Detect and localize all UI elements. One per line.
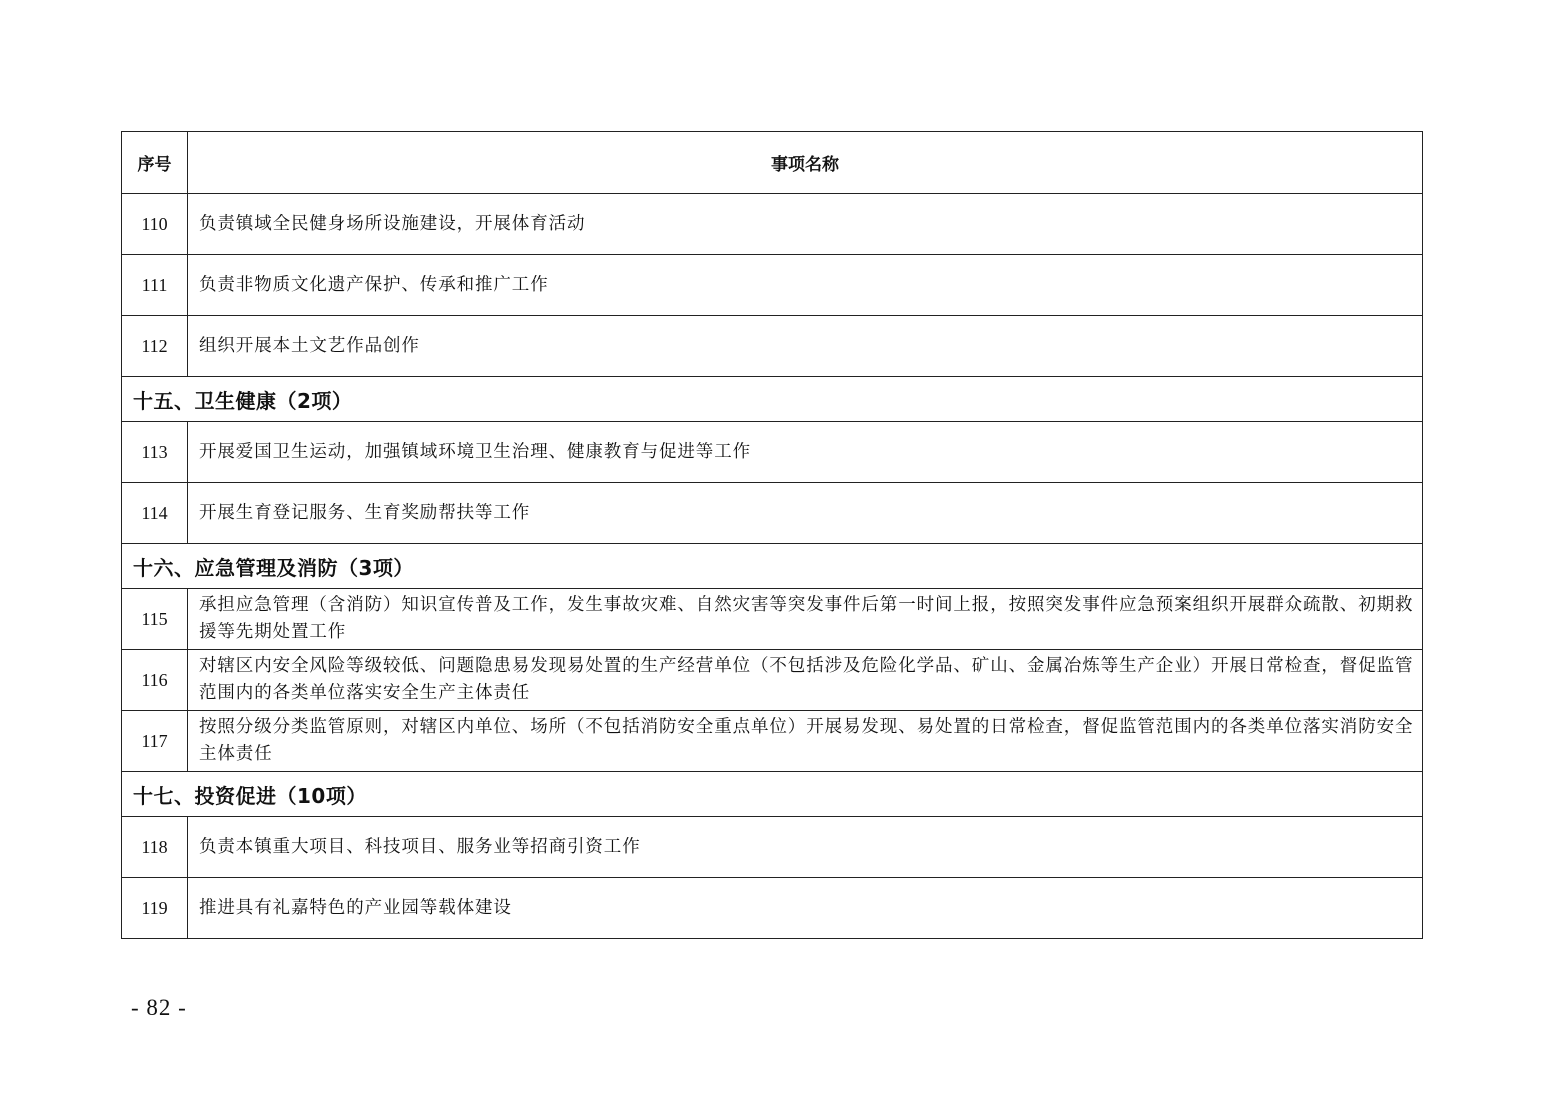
- table-row: [122, 711, 1423, 772]
- section-heading: 十五、卫生健康（2项）: [122, 377, 1423, 422]
- table-row: [122, 483, 1423, 544]
- row-text: 负责镇域全民健身场所设施建设，开展体育活动: [188, 194, 1423, 255]
- header-number: 序号: [122, 132, 188, 194]
- row-number: 117: [122, 711, 188, 772]
- row-number: 119: [122, 878, 188, 939]
- section-heading-row: [122, 377, 1423, 422]
- table-row: [122, 316, 1423, 377]
- row-text: 对辖区内安全风险等级较低、问题隐患易发现易处置的生产经营单位（不包括涉及危险化学品、矿山、金属冶炼等生产企业）开展日常检查，督促监管范围内的各类单位落实安全生产主体责任: [188, 650, 1423, 711]
- table-row: [122, 194, 1423, 255]
- row-text: 负责本镇重大项目、科技项目、服务业等招商引资工作: [188, 817, 1423, 878]
- row-number: 111: [122, 255, 188, 316]
- row-text: 承担应急管理（含消防）知识宣传普及工作，发生事故灾难、自然灾害等突发事件后第一时间上报，按照突发事件应急预案组织开展群众疏散、初期救援等先期处置工作: [188, 589, 1423, 650]
- section-heading-row: [122, 772, 1423, 817]
- table-row: [122, 422, 1423, 483]
- header-name: 事项名称: [188, 132, 1423, 194]
- row-number: 116: [122, 650, 188, 711]
- row-number: 112: [122, 316, 188, 377]
- row-text: 负责非物质文化遗产保护、传承和推广工作: [188, 255, 1423, 316]
- matters-table: [121, 131, 1423, 939]
- section-heading-row: [122, 544, 1423, 589]
- row-text: 开展爱国卫生运动，加强镇域环境卫生治理、健康教育与促进等工作: [188, 422, 1423, 483]
- table-header-row: [122, 132, 1423, 194]
- row-number: 118: [122, 817, 188, 878]
- row-text: 开展生育登记服务、生育奖励帮扶等工作: [188, 483, 1423, 544]
- row-text: 按照分级分类监管原则，对辖区内单位、场所（不包括消防安全重点单位）开展易发现、易处置的日常检查，督促监管范围内的各类单位落实消防安全主体责任: [188, 711, 1423, 772]
- table-row: [122, 589, 1423, 650]
- section-heading: 十七、投资促进（10项）: [122, 772, 1423, 817]
- table-row: [122, 650, 1423, 711]
- row-number: 115: [122, 589, 188, 650]
- section-heading: 十六、应急管理及消防（3项）: [122, 544, 1423, 589]
- table-row: [122, 878, 1423, 939]
- table-row: [122, 255, 1423, 316]
- row-number: 113: [122, 422, 188, 483]
- row-text: 组织开展本土文艺作品创作: [188, 316, 1423, 377]
- row-text: 推进具有礼嘉特色的产业园等载体建设: [188, 878, 1423, 939]
- row-number: 110: [122, 194, 188, 255]
- page-number: - 82 -: [131, 995, 187, 1020]
- table-row: [122, 817, 1423, 878]
- row-number: 114: [122, 483, 188, 544]
